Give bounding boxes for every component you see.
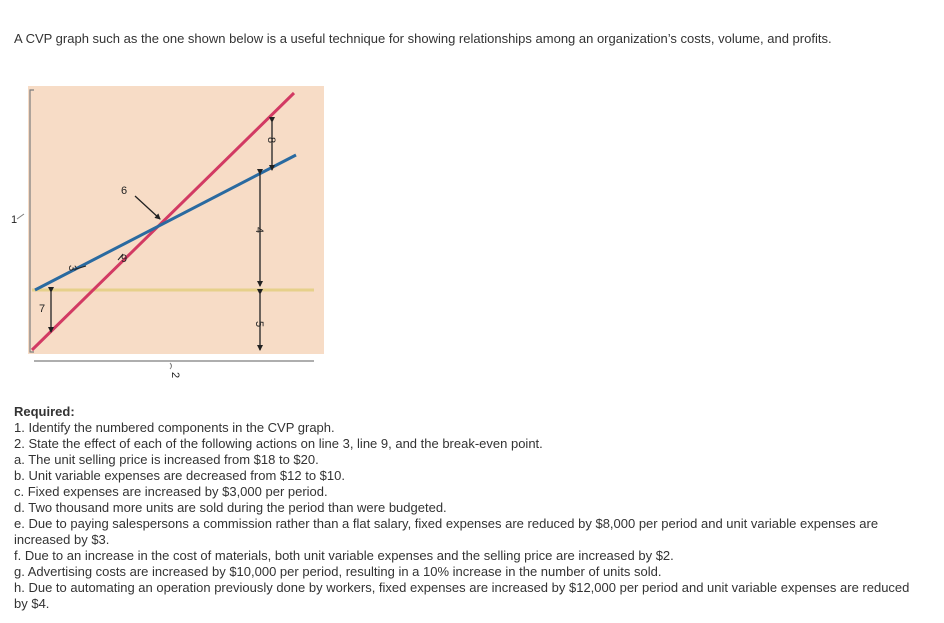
intro-text: A CVP graph such as the one shown below is a useful technique for showing relationships among an organization’s costs, volume, and profits. <box>14 31 832 46</box>
action-item-c: c. Fixed expenses are increased by $3,000 per period. <box>14 484 328 499</box>
leader-1 <box>17 214 24 219</box>
cvp-graph <box>10 82 332 382</box>
leader-2 <box>170 363 172 369</box>
action-item-d: d. Two thousand more units are sold during the period than were budgeted. <box>14 500 447 515</box>
required-heading: Required: <box>14 404 75 419</box>
action-item-f: f. Due to an increase in the cost of materials, both unit variable expenses and the selling price are increased by $2. <box>14 548 674 563</box>
label-9: 9 <box>121 253 128 265</box>
label-5: 5 <box>253 321 265 328</box>
label-4: 4 <box>253 227 265 234</box>
cvp-graph-svg <box>10 82 332 382</box>
plot-background <box>28 86 324 354</box>
action-item-e: e. Due to paying salespersons a commission rather than a flat salary, fixed expenses are reduced by $8,000 per period and unit variable expenses are increased by $3. <box>14 516 879 547</box>
label-1: 1 <box>11 214 18 226</box>
action-item-h: h. Due to automating an operation previously done by workers, fixed expenses are increased by $12,000 per period and unit variable expenses are reduced by $4. <box>14 580 910 611</box>
label-6: 6 <box>121 185 128 197</box>
required-item-1: 1. Identify the numbered components in the CVP graph. <box>14 420 335 435</box>
action-item-b: b. Unit variable expenses are decreased from $12 to $10. <box>14 468 345 483</box>
label-8: 8 <box>265 137 277 144</box>
required-section <box>14 404 914 612</box>
label-3: 3 <box>66 265 78 272</box>
label-2: 2 <box>169 372 181 379</box>
required-item-2: 2. State the effect of each of the following actions on line 3, line 9, and the break-even point. <box>14 436 543 451</box>
action-item-a: a. The unit selling price is increased from $18 to $20. <box>14 452 319 467</box>
action-item-g: g. Advertising costs are increased by $10,000 per period, resulting in a 10% increase in the number of units sold. <box>14 564 662 579</box>
label-7: 7 <box>39 303 46 315</box>
